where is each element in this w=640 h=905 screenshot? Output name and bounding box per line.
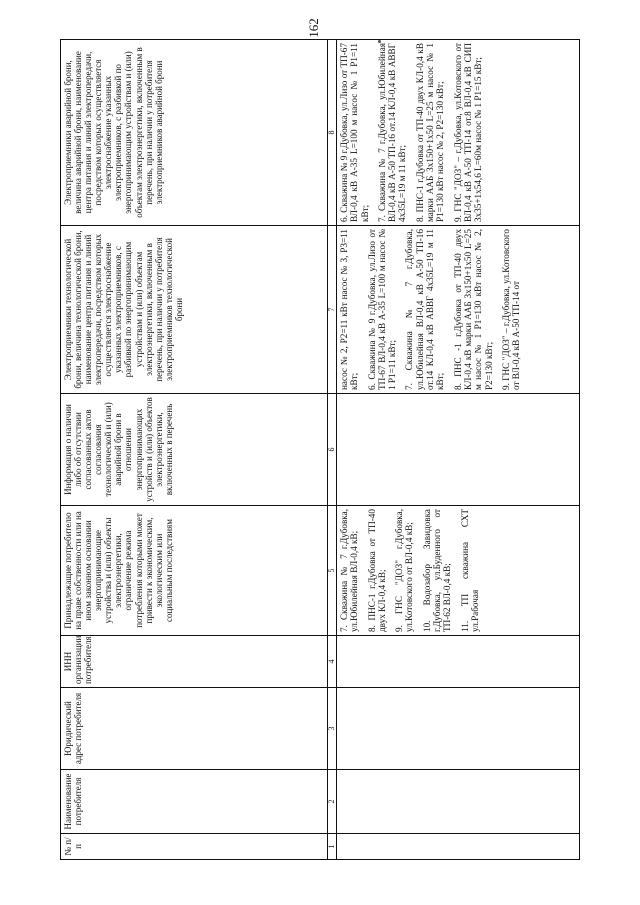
tech-reserve-item: 8. ПНС -1 г.Дубовка от ТП-40 двух КЛ-0,4 кВ марки ААБ 3х150+1х50 L=25 м насос № 1 Р1=130 кВт насос № 2, Р2=130 кВт; — [452, 229, 494, 390]
header-cell: Юридический адрес потребителя — [61, 688, 328, 770]
header-cell: № п/п — [61, 834, 328, 860]
header-cell: Информация о наличии либо об отсутствии согласованных актов согласования технологической и (или) аварийной брони в отношении энергопринимающих устройств и (или) объектов электроэнергетики, включенных в перечень — [61, 394, 328, 506]
cell-technological-reserve — [337, 226, 580, 394]
header-cell: Наименование потребителя — [61, 770, 328, 834]
header-cell: Электроприемники аварийной брони, величина аварийной брони, наименование центра питания и линий электропередачи, посредством которых осуществляется электроснабжение указанных электроприемников, с разбивкой по энергопринимающим устройствам и (или) объектам электроэнергетики, включенным в перечень, при наличии у потребителя электроприемников аварийной брони — [61, 40, 328, 226]
device-item: 8. ПНС-1 г.Дубовка от ТП-40 двух КЛ-0,4 кВ; — [366, 509, 387, 632]
tech-reserve-item: 6. Скважина № 9 г.Дубовка, ул.Лизо от ТП-67 ВЛ-0,4 кВ А-35 L=100 м насос № 1 Р1=11 кВт; — [366, 229, 398, 390]
data-row — [337, 40, 580, 860]
tech-reserve-item: 7. Скважина № 7 г.Дубовка, ул.Юбилейная ВЛ-0,4 кВ А-50 ТП-16 от.14 КЛ-0,4 кВ АВВГ 4х35L=19 м 11 кВт; — [404, 229, 446, 390]
column-number: 6 — [328, 394, 337, 506]
device-item: 9. ГНС "ДОЗ" г.Дубовка, ул.Котовского от ВЛ-0,4 кВ; — [394, 509, 415, 632]
header-cell: Принадлежащие потребителю на праве собственности или на ином законном основании энергопринимающие устройства и (или) объекты электроэнергетики, ограничение режима потребления которыми может привести к экономическим, экологическим или социальным последствиям — [61, 506, 328, 636]
device-item: 7. Скважина № 7 г.Дубовка, ул.Юбилейная ВЛ-0,4 кВ; — [339, 509, 360, 632]
device-item: 10. Водозабор Завидовка г.Дубовка, ул.Буденного от ТП-62 ВЛ-0,4 кВ; — [421, 509, 453, 632]
column-number: 5 — [328, 506, 337, 636]
column-number: 4 — [328, 636, 337, 688]
column-number: 1 — [328, 834, 337, 860]
emergency-reserve-item: 9. ГНС "ДОЗ" – г.Дубовка, ул.Котовского от ВЛ-0,4 кВ А-50 ТП-14 от.8 ВЛ-0,4 кВ СИП 3х35+1х54,6 L=60м насос № 1 Р1=15 кВт; — [452, 43, 484, 222]
emergency-reserve-item: 6. Скважина № 9 г.Дубовка, ул.Лизо от ТП-67 ВЛ-0,4 кВ А-35 L=100 м насос № 1 Р1=11 кВт; — [339, 43, 370, 222]
cell-emergency-reserve — [337, 40, 580, 226]
device-item: 11. ТП скважина СХТ ул.Рабочая — [459, 509, 480, 632]
page-number: 162 — [306, 18, 321, 38]
cell-acts-info — [337, 394, 580, 506]
cell-legal-address — [337, 688, 580, 770]
column-number: 8 — [328, 40, 337, 226]
column-number: 7 — [328, 226, 337, 394]
emergency-reserve-item: 8. ПНС-1 г.Дубовка от ТП-40 двух КЛ-0,4 кВ марки ААБ 3х150+1х50 L=25 м насос № 1 Р1=130 кВт насос № 2, Р2=130 кВт; — [414, 43, 446, 222]
header-cell: Электроприемники технологической брони, величина технологической брони, наименование центра питания и линий электропередачи, посредством которых осуществляется электроснабжение указанных электроприемников, с разбивкой по энергопринимающим устройствам и (или) объектам электроэнергетики, включенным в перечень, при наличии у потребителя электроприемников технологической брони — [61, 226, 328, 394]
rotated-table-container — [60, 40, 580, 860]
consumer-table — [60, 39, 580, 860]
cell-consumer-name — [337, 770, 580, 834]
cell-inn — [337, 636, 580, 688]
header-row — [61, 40, 328, 860]
cell-devices — [337, 506, 580, 636]
column-number: 3 — [328, 688, 337, 770]
tech-reserve-item: 9. ГНС "ДОЗ" – г.Дубовка, ул.Котовского от ВЛ-0,4 кВ А-50 ТП-14 от — [500, 229, 522, 390]
column-number-row — [328, 40, 337, 860]
header-cell: ИНН организации потребителя — [61, 636, 328, 688]
column-number: 2 — [328, 770, 337, 834]
emergency-reserve-item: 7. Скважина № 7 г.Дубовка, ул.Юбилейная ВЛ-0,4 кВ А-50 ТП-16 от.14 КЛ-0,4 кВ АВВГ 4х35L=19 м 11 кВт; — [376, 43, 408, 222]
cell-number — [337, 834, 580, 860]
tech-reserve-item: насос № 2, Р2=11 кВт насос № 3, Р3=11 кВт; — [339, 229, 360, 390]
